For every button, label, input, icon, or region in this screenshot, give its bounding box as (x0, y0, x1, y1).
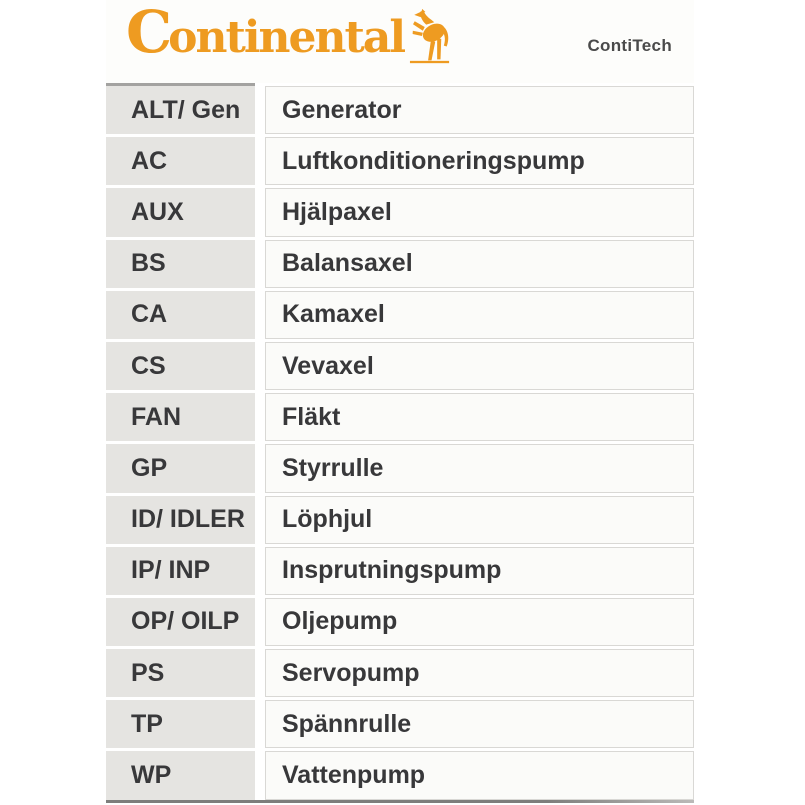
description-cell: Kamaxel (265, 291, 694, 339)
description-cell: Hjälpaxel (265, 188, 694, 236)
description-cell: Löphjul (265, 496, 694, 544)
description-cell: Balansaxel (265, 240, 694, 288)
table-row (106, 444, 694, 492)
table-row (106, 393, 694, 441)
table-row (106, 342, 694, 390)
table-row (106, 598, 694, 646)
abbreviation-cell: WP (106, 751, 255, 799)
continental-wordmark: Continental (126, 0, 405, 66)
abbreviation-cell: CS (106, 342, 255, 390)
description-cell: Spännrulle (265, 700, 694, 748)
table-row (106, 240, 694, 288)
description-cell: Styrrulle (265, 444, 694, 492)
table-bottom-divider (106, 800, 694, 803)
table-row (106, 751, 694, 799)
abbreviation-cell: AUX (106, 188, 255, 236)
content-area (106, 0, 694, 805)
abbreviation-cell: TP (106, 700, 255, 748)
table-row (106, 649, 694, 697)
abbreviation-cell: OP/ OILP (106, 598, 255, 646)
abbreviation-cell: BS (106, 240, 255, 288)
table-row (106, 188, 694, 236)
abbreviation-cell: PS (106, 649, 255, 697)
table-row (106, 700, 694, 748)
description-cell: Luftkonditioneringspump (265, 137, 694, 185)
table-row (106, 137, 694, 185)
abbreviation-cell: FAN (106, 393, 255, 441)
description-cell: Vattenpump (265, 751, 694, 799)
abbreviation-cell: ALT/ Gen (106, 86, 255, 134)
horse-icon (409, 8, 451, 66)
description-cell: Insprutningspump (265, 547, 694, 595)
table-row (106, 547, 694, 595)
continental-logo (126, 0, 451, 70)
abbreviation-cell: AC (106, 137, 255, 185)
abbreviation-cell: CA (106, 291, 255, 339)
page-header (106, 0, 694, 83)
abbreviation-cell: ID/ IDLER (106, 496, 255, 544)
abbreviation-cell: IP/ INP (106, 547, 255, 595)
table-row (106, 496, 694, 544)
contitech-logo: ContiTech (587, 36, 672, 55)
table-row (106, 291, 694, 339)
description-cell: Fläkt (265, 393, 694, 441)
abbreviation-cell: GP (106, 444, 255, 492)
description-cell: Oljepump (265, 598, 694, 646)
description-cell: Servopump (265, 649, 694, 697)
description-cell: Generator (265, 86, 694, 134)
abbreviation-table (106, 86, 694, 800)
description-cell: Vevaxel (265, 342, 694, 390)
table-row (106, 86, 694, 134)
